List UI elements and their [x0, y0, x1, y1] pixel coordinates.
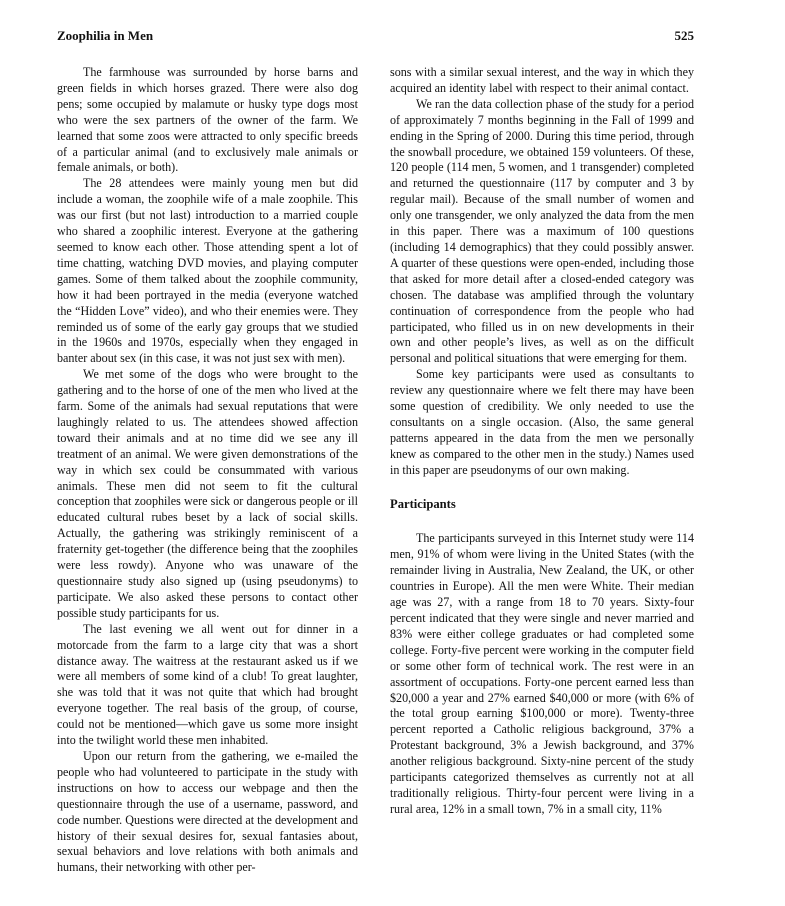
running-head: [57, 28, 694, 46]
paragraph: The farmhouse was surrounded by horse barns and green fields in which horses grazed. There were also dog pens; some occupied by malamute or husky type dogs most who were the sex partners of the owner of the farm. We learned that some zoos were attracted to only specific breeds of a particular animal (and to exclusively male animals or female animals, or both).: [57, 65, 358, 175]
paragraph: We met some of the dogs who were brought to the gathering and to the horse of one of the men who lived at the farm. Some of the animals had sexual reputations that were laughingly related to us. The attendees showed affection toward their animals and at no time did we see any ill treatment of an animal. We were given demonstrations of the way in which sex could be consummated with various animals. These men did not seem to fit the cultural conception that zoophiles were sick or dangerous people or ill educated cultural rubes beset by a lack of social skills. Actually, the gathering was strikingly reminiscent of a fraternity get-together (the difference being that the zoophiles were less rowdy). Anyone who was unaware of the questionnaire study also signed up (using pseudonyms) to participate. We also asked these persons to contact other possible study participants for us.: [57, 367, 358, 620]
page-number: 525: [674, 28, 694, 43]
paragraph: The 28 attendees were mainly young men but did include a woman, the zoophile wife of a male zoophile. This was our first (but not last) introduction to a married couple who shared a zoophilic interest. Everyone at the gathering seemed to know each other. Those attending spent a lot of time chatting, watching DVD movies, and playing computer games. Some of them talked about the zoophile community, how it had been portrayed in the media (everyone watched the “Hidden Love” video), and who their enemies were. They reminded us of some of the early gay groups that we studied in the 1960s and 1970s, especially when they engaged in banter about sex (in this case, it was not just sex with men).: [57, 176, 358, 366]
right-column: [390, 65, 694, 818]
section-heading: Participants: [390, 496, 456, 511]
paragraph: The participants surveyed in this Internet study were 114 men, 91% of whom were living in the United States (with the remainder living in Australia, New Zealand, the UK, or other countries in Europe). All the men were White. Their median age was 27, with a range from 18 to 70 years. Sixty-four percent indicated that they were single and never married and 83% were either college graduates or had completed some college. Forty-five percent were working in the computer field or some other form of technical work. The rest were in an assortment of occupations. Forty-one percent earned less than $20,000 a year and 27% earned $40,000 or more (with 6% of the total group earning $100,000 or more). Twenty-three percent reported a Catholic religious background, 37% a Protestant background, 3% a Jewish background, and 37% another religious background. Sixty-nine percent of the study participants categorized themselves as currently not at all traditionally religious. Thirty-four percent were living in a rural area, 12% in a small town, 7% in a small city, 11%: [390, 531, 694, 816]
paragraph: Upon our return from the gathering, we e-mailed the people who had volunteered to participate in the study with instructions on how to access our webpage and then the questionnaire through the use of a username, password, and code number. Questions were directed at the development and history of their sexual desires for, sexual fantasies about, sexual behaviors and love relations with both animals and humans, their networking with other per-: [57, 748, 358, 875]
paragraph: Some key participants were used as consultants to review any questionnaire where we felt there may have been some question of credibility. We only needed to use the consultants on a single occasion. (Also, the same general patterns appeared in the data from the men we personally knew as compared to the other men in the study.) Names used in this paper are pseudonyms of our own making.: [390, 367, 694, 477]
paragraph: The last evening we all went out for dinner in a motorcade from the farm to a large city that was a short distance away. The waitress at the restaurant asked us if we were all members of some kind of a club! To great laughter, she was told that it was not quite that which had brought everyone together. The real basis of the group, of course, could not be mentioned—which gave us some more insight into the twilight world these men inhabited.: [57, 621, 358, 748]
paragraph-continuation: sons with a similar sexual interest, and the way in which they acquired an identity label with respect to their animal contact.: [390, 65, 694, 95]
paragraph: We ran the data collection phase of the study for a period of approximately 7 months beginning in the Fall of 1999 and ending in the Spring of 2000. During this time period, through the snowball procedure, we obtained 159 volunteers. Of these, 120 people (114 men, 5 women, and 1 transgender) completed and returned the questionnaire (117 by computer and 3 by regular mail). Because of the small number of women and only one transgender, we only analyzed the data from the men in this paper. There was a maximum of 100 questions (including 14 demographics) that they could possibly answer. A quarter of these questions were open-ended, including those that asked for more detail after a closed-ended category was chosen. The database was amplified through the voluntary continuation of correspondence from the people who had participated, who filled us in on new developments in their own and other people’s lives, as well as on the difficult personal and political situations that were emerging for them.: [390, 96, 694, 366]
left-column: [57, 65, 358, 876]
running-title: Zoophilia in Men: [57, 28, 154, 43]
